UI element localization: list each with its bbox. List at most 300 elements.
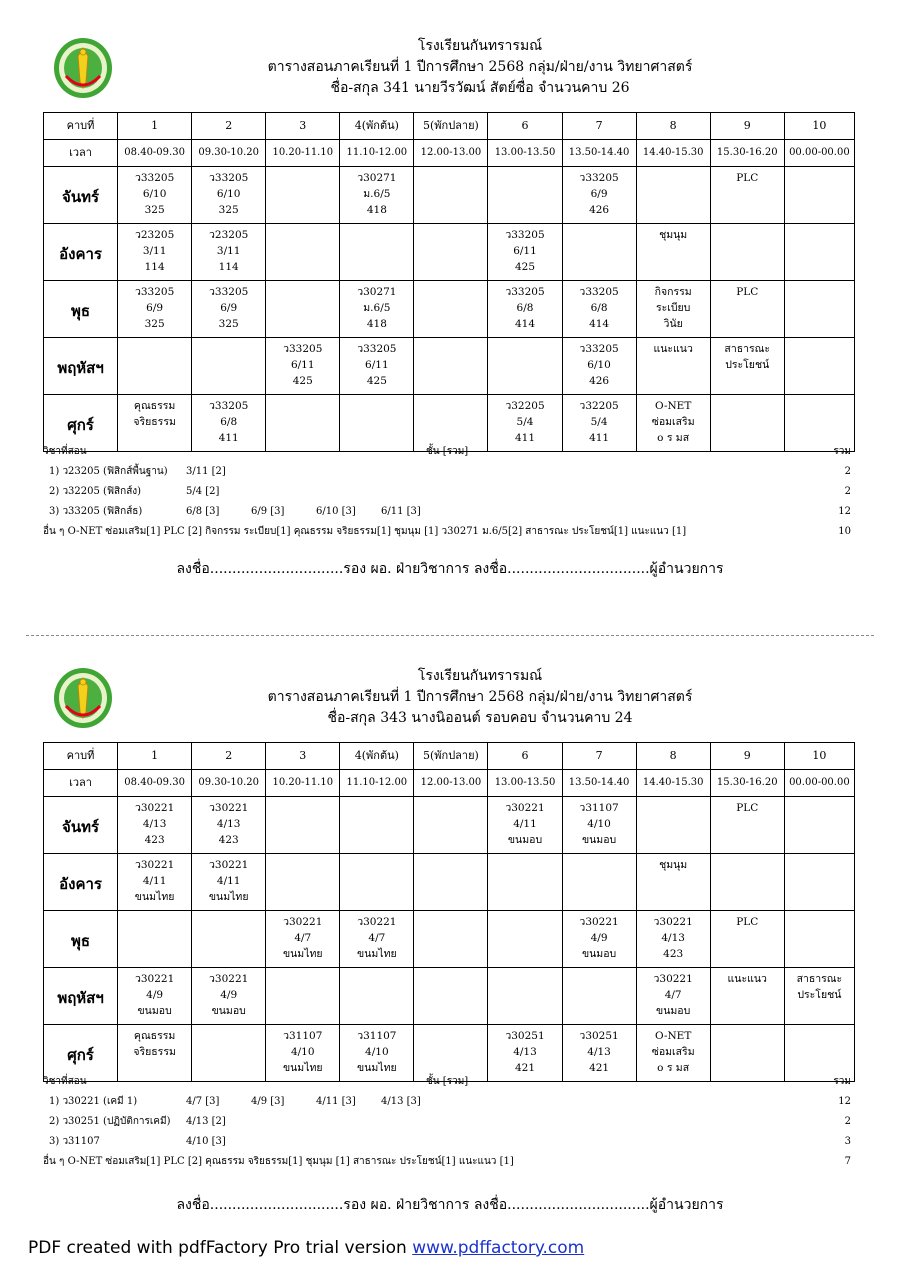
total-label: รวม: [833, 1076, 851, 1087]
schedule-cell: [710, 911, 784, 968]
schedule-cell: [340, 281, 414, 338]
period-header: 5(พักปลาย): [414, 113, 488, 140]
schedule-cell: [488, 797, 562, 854]
cell-text: ขนมไทย: [357, 948, 397, 960]
cell-text: ม.6/5: [363, 188, 391, 200]
cell-text: 4/13: [216, 818, 241, 830]
schedule-cell: [340, 167, 414, 224]
time-header: 08.40-09.30: [118, 770, 192, 797]
cell-text: คุณธรรม: [133, 1030, 176, 1042]
cell-text: ว30251: [579, 1030, 619, 1042]
cell-text: ขนมไทย: [134, 891, 175, 903]
class-group: 6/8 [3]: [186, 506, 220, 517]
cell-text: 4/13: [142, 818, 167, 830]
subject-total: 3: [844, 1136, 851, 1147]
summary-section: [43, 1072, 855, 1172]
other-total: 7: [844, 1156, 851, 1167]
cell-text: PLC: [736, 802, 759, 814]
time-header: 14.40-15.30: [636, 140, 710, 167]
cell-text: ว23205: [134, 229, 175, 241]
cell-text: 423: [663, 948, 684, 960]
cell-text: ว32205: [579, 400, 619, 412]
schedule-cell: [710, 968, 784, 1025]
cell-text: 6/8: [590, 302, 608, 314]
day-name: พุธ: [44, 281, 118, 338]
cell-text: 423: [144, 834, 165, 846]
day-row: [44, 797, 855, 854]
subject-row: [43, 502, 855, 522]
day-name: พฤหัสฯ: [44, 338, 118, 395]
cell-text: 421: [589, 1062, 610, 1074]
day-row: [44, 968, 855, 1025]
day-name: จันทร์: [44, 797, 118, 854]
period-header: 9: [710, 743, 784, 770]
subject-label: วิชาที่สอน: [43, 446, 87, 457]
school-name: โรงเรียนกันทรารมณ์: [417, 38, 543, 54]
footer-link[interactable]: www.pdffactory.com: [412, 1238, 585, 1258]
schedule-cell: [118, 224, 192, 281]
other-row: [43, 522, 855, 542]
time-header: 13.00-13.50: [488, 140, 562, 167]
cell-text: 4/13: [661, 932, 685, 944]
schedule-cell: [636, 968, 710, 1025]
schedule-cell: [266, 854, 340, 911]
day-name: พุธ: [44, 911, 118, 968]
schedule-cell: [192, 797, 266, 854]
schedule-cell: [192, 968, 266, 1025]
cell-text: ว30271: [357, 172, 397, 184]
schedule-cell: [710, 338, 784, 395]
schedule-cell: [562, 338, 636, 395]
schedule-cell: [266, 338, 340, 395]
period-label: คาบที่: [44, 743, 118, 770]
cell-text: 418: [366, 204, 387, 216]
subject-label: วิชาที่สอน: [43, 1076, 87, 1087]
time-header: 13.50-14.40: [562, 770, 636, 797]
class-group: 4/10 [3]: [186, 1136, 226, 1147]
schedule-cell: [414, 797, 488, 854]
day-row: [44, 911, 855, 968]
cell-text: ขนมไทย: [282, 948, 323, 960]
cell-text: ว23205: [209, 229, 249, 241]
class-group: 4/9 [3]: [251, 1096, 285, 1107]
schedule-cell: [784, 797, 854, 854]
period-header: 6: [488, 113, 562, 140]
schedule-cell: [192, 854, 266, 911]
cell-text: ขนมอบ: [581, 948, 617, 960]
schedule-title: ตารางสอนภาคเรียนที่ 1 ปีการศึกษา 2568 กลุ่ม/ฝ่าย/งาน วิทยาศาสตร์: [267, 59, 693, 75]
schedule-cell: [710, 797, 784, 854]
subject-row: [43, 462, 855, 482]
time-header: 11.10-12.00: [340, 770, 414, 797]
schedule-cell: [266, 911, 340, 968]
class-label: ชั้น [รวม]: [426, 1076, 469, 1087]
class-group: 4/13 [2]: [186, 1116, 226, 1127]
cell-text: ขนมอบ: [581, 834, 617, 846]
time-header: 09.30-10.20: [192, 770, 266, 797]
period-header: 1: [118, 113, 192, 140]
schedule-cell: [636, 167, 710, 224]
cell-text: ว30221: [653, 916, 693, 928]
cell-text: จริยธรรม: [133, 1046, 176, 1058]
day-name: ศุกร์: [44, 1025, 118, 1082]
subject-total: 2: [844, 466, 851, 477]
schedule-cell: [414, 968, 488, 1025]
cell-text: ประโยชน์: [797, 989, 842, 1001]
cell-text: ว33205: [357, 343, 397, 355]
schedule-cell: [710, 854, 784, 911]
class-group: 4/11 [3]: [316, 1096, 356, 1107]
period-header: 5(พักปลาย): [414, 743, 488, 770]
period-header: 7: [562, 743, 636, 770]
period-header: 7: [562, 113, 636, 140]
cell-text: 4/9: [146, 989, 164, 1001]
cell-text: 425: [514, 261, 536, 273]
day-name: อังคาร: [44, 224, 118, 281]
cell-text: ซ่อมเสริม: [651, 1046, 695, 1058]
subject-name: 3) ว33205 (ฟิสิกส์ธ): [49, 506, 143, 517]
cell-text: 6/8: [516, 302, 534, 314]
period-header: 3: [266, 113, 340, 140]
day-row: [44, 281, 855, 338]
schedule-cell: [562, 281, 636, 338]
schedule-cell: [784, 281, 854, 338]
teacher-name: ชื่อ-สกุล 341 นายวีรวัฒน์ สัตย์ซื่อ จำนวนคาบ 26: [330, 80, 630, 96]
schedule-cell: [340, 911, 414, 968]
cell-text: ว30221: [653, 973, 693, 985]
cell-text: แนะแนว: [653, 343, 693, 355]
page-divider: [26, 635, 874, 636]
cell-text: ว33205: [209, 286, 249, 298]
period-header: 1: [118, 743, 192, 770]
cell-text: ขนมอบ: [211, 1005, 246, 1017]
cell-text: 423: [218, 834, 239, 846]
subject-row: [43, 1092, 855, 1112]
cell-text: ว31107: [357, 1030, 397, 1042]
subject-row: [43, 1112, 855, 1132]
cell-text: PLC: [736, 172, 759, 184]
other-activities: อื่น ๆ O-NET ซ่อมเสริม[1] PLC [2] กิจกรรม ระเบียบ[1] คุณธรรม จริยธรรม[1] ชุมนุม [1] ว30271 ม.6/5[2] สาธารณะ ประโยชน์[1] แนะแนว [1]: [43, 526, 687, 537]
pdf-footer: [28, 1238, 584, 1258]
cell-text: ว30221: [357, 916, 397, 928]
schedule-cell: [266, 281, 340, 338]
schedule-cell: [118, 854, 192, 911]
schedule-cell: [636, 281, 710, 338]
period-header: 6: [488, 743, 562, 770]
time-header: 11.10-12.00: [340, 140, 414, 167]
signature-line: ลงชื่อ..............................รอง ผอ. ฝ่ายวิชาการ ลงชื่อ................................ผู้อำนวยการ: [176, 561, 724, 577]
cell-text: ว30271: [357, 286, 397, 298]
cell-text: ชุมนุม: [659, 229, 688, 241]
summary-header: [43, 442, 855, 462]
cell-text: 414: [514, 318, 536, 330]
cell-text: วินัย: [663, 318, 683, 330]
period-row: [44, 743, 855, 770]
cell-text: 6/10: [587, 359, 611, 371]
cell-text: สาธารณะ: [796, 973, 843, 985]
cell-text: ว33205: [134, 286, 175, 298]
cell-text: ประโยชน์: [725, 359, 770, 371]
period-header: 2: [192, 113, 266, 140]
schedule-cell: [340, 338, 414, 395]
cell-text: แนะแนว: [727, 973, 767, 985]
subject-row: [43, 482, 855, 502]
subject-name: 1) ว30221 (เคมี 1): [49, 1096, 138, 1107]
cell-text: O-NET: [654, 1030, 692, 1042]
cell-text: 4/10: [365, 1046, 389, 1058]
schedule-cell: [562, 911, 636, 968]
cell-text: PLC: [736, 916, 759, 928]
school-emblem-icon: [52, 36, 114, 100]
schedule-cell: [636, 224, 710, 281]
teacher-name: ชื่อ-สกุล 343 นางนิออนต์ รอบคอบ จำนวนคาบ 24: [327, 710, 633, 726]
cell-text: O-NET: [654, 400, 692, 412]
cell-text: ว30221: [134, 859, 175, 871]
cell-text: 325: [144, 318, 165, 330]
time-header: 10.20-11.10: [266, 140, 340, 167]
cell-text: 6/10: [216, 188, 241, 200]
cell-text: 4/9: [590, 932, 608, 944]
cell-text: ว30251: [505, 1030, 545, 1042]
schedule-cell: [118, 968, 192, 1025]
schedule-cell: [414, 338, 488, 395]
cell-text: 3/11: [142, 245, 167, 257]
schedule-cell: [488, 854, 562, 911]
schedule-cell: [562, 797, 636, 854]
sheet-header: [120, 36, 840, 99]
cell-text: 6/11: [290, 359, 315, 371]
day-name: พฤหัสฯ: [44, 968, 118, 1025]
schedule-cell: [414, 854, 488, 911]
cell-text: ว33205: [283, 343, 323, 355]
schedule-cell: [636, 797, 710, 854]
time-header: 12.00-13.00: [414, 770, 488, 797]
schedule-cell: [118, 911, 192, 968]
schedule-cell: [488, 968, 562, 1025]
cell-text: ว30221: [209, 973, 249, 985]
schedule-cell: [192, 167, 266, 224]
cell-text: 425: [366, 375, 387, 387]
schedule-cell: [710, 167, 784, 224]
schedule-cell: [488, 167, 562, 224]
schedule-cell: [488, 224, 562, 281]
total-label: รวม: [833, 446, 851, 457]
schedule-cell: [118, 281, 192, 338]
cell-text: 426: [589, 204, 610, 216]
cell-text: 414: [589, 318, 610, 330]
schedule-cell: [562, 968, 636, 1025]
other-activities: อื่น ๆ O-NET ซ่อมเสริม[1] PLC [2] คุณธรรม จริยธรรม[1] ชุมนุม [1] สาธารณะ ประโยชน์[1] แนะแนว [1]: [43, 1156, 514, 1167]
cell-text: ขนมอบ: [656, 1005, 691, 1017]
cell-text: ว30221: [283, 916, 323, 928]
time-row: [44, 770, 855, 797]
day-row: [44, 338, 855, 395]
cell-text: ว33205: [505, 286, 545, 298]
cell-text: ว30221: [209, 859, 249, 871]
sheet-header: [120, 666, 840, 729]
schedule-cell: [636, 911, 710, 968]
time-label: เวลา: [44, 770, 118, 797]
period-header: 4(พักต้น): [340, 113, 414, 140]
footer-text: PDF created with pdfFactory Pro trial version: [28, 1238, 413, 1258]
cell-text: ซ่อมเสริม: [651, 416, 695, 428]
class-group: 4/13 [3]: [381, 1096, 421, 1107]
day-name: อังคาร: [44, 854, 118, 911]
cell-text: ว33205: [579, 172, 619, 184]
cell-text: PLC: [736, 286, 759, 298]
schedule-cell: [784, 224, 854, 281]
subject-name: 2) ว30251 (ปฏิบัติการเคมี): [49, 1116, 171, 1127]
subject-total: 12: [838, 506, 851, 517]
class-group: 6/10 [3]: [316, 506, 356, 517]
period-header: 3: [266, 743, 340, 770]
schedule-cell: [488, 338, 562, 395]
period-row: [44, 113, 855, 140]
summary-section: [43, 442, 855, 542]
school-name: โรงเรียนกันทรารมณ์: [417, 668, 543, 684]
cell-text: 114: [218, 261, 239, 273]
schedule-cell: [562, 854, 636, 911]
cell-text: สาธารณะ: [724, 343, 771, 355]
cell-text: 4/10: [587, 818, 611, 830]
cell-text: 425: [292, 375, 313, 387]
cell-text: 3/11: [216, 245, 241, 257]
subject-name: 2) ว32205 (ฟิสิกส์ง): [49, 486, 142, 497]
timetable: [43, 112, 855, 452]
cell-text: 6/11: [365, 359, 389, 371]
schedule-cell: [266, 968, 340, 1025]
cell-text: ว31107: [283, 1030, 323, 1042]
cell-text: ว33205: [209, 172, 249, 184]
subject-row: [43, 1132, 855, 1152]
time-header: 09.30-10.20: [192, 140, 266, 167]
time-header: 14.40-15.30: [636, 770, 710, 797]
schedule-cell: [562, 224, 636, 281]
subject-name: 1) ว23205 (ฟิสิกส์พื้นฐาน): [49, 466, 168, 477]
cell-text: 411: [218, 432, 239, 444]
day-row: [44, 224, 855, 281]
cell-text: 4/7: [294, 932, 312, 944]
cell-text: ขนมไทย: [208, 891, 249, 903]
signature-line: ลงชื่อ..............................รอง ผอ. ฝ่ายวิชาการ ลงชื่อ................................ผู้อำนวยการ: [176, 1197, 724, 1213]
cell-text: ว33205: [579, 343, 619, 355]
schedule-cell: [784, 338, 854, 395]
period-header: 2: [192, 743, 266, 770]
time-header: 00.00-00.00: [784, 140, 854, 167]
cell-text: 4/7: [664, 989, 682, 1001]
summary-header: [43, 1072, 855, 1092]
time-header: 13.50-14.40: [562, 140, 636, 167]
cell-text: 325: [218, 318, 239, 330]
timetable: [43, 742, 855, 1082]
day-name: จันทร์: [44, 167, 118, 224]
cell-text: ว30221: [209, 802, 249, 814]
time-header: 13.00-13.50: [488, 770, 562, 797]
cell-text: 4/11: [513, 818, 537, 830]
class-group: 5/4 [2]: [186, 486, 220, 497]
schedule-cell: [340, 854, 414, 911]
cell-text: 421: [514, 1062, 536, 1074]
class-group: 6/11 [3]: [381, 506, 421, 517]
cell-text: 4/13: [587, 1046, 611, 1058]
cell-text: 6/9: [590, 188, 608, 200]
cell-text: ว30221: [134, 973, 175, 985]
schedule-cell: [710, 224, 784, 281]
period-header: 8: [636, 113, 710, 140]
cell-text: 4/7: [368, 932, 386, 944]
cell-text: 5/4: [590, 416, 608, 428]
schedule-cell: [266, 797, 340, 854]
cell-text: ขนมอบ: [507, 834, 543, 846]
period-header: 4(พักต้น): [340, 743, 414, 770]
schedule-cell: [340, 797, 414, 854]
cell-text: 4/11: [142, 875, 167, 887]
cell-text: ว33205: [134, 172, 175, 184]
cell-text: 6/9: [220, 302, 238, 314]
day-name: ศุกร์: [44, 395, 118, 452]
time-header: 00.00-00.00: [784, 770, 854, 797]
class-group: 3/11 [2]: [186, 466, 226, 477]
subject-total: 2: [844, 1116, 851, 1127]
cell-text: จริยธรรม: [133, 416, 176, 428]
cell-text: 6/9: [146, 302, 164, 314]
schedule-cell: [784, 911, 854, 968]
cell-text: 6/11: [513, 245, 537, 257]
cell-text: 114: [144, 261, 165, 273]
subject-total: 2: [844, 486, 851, 497]
schedule-cell: [414, 911, 488, 968]
schedule-cell: [266, 224, 340, 281]
cell-text: กิจกรรม: [654, 286, 692, 298]
schedule-cell: [266, 167, 340, 224]
cell-text: 418: [366, 318, 387, 330]
class-group: 4/7 [3]: [186, 1096, 220, 1107]
cell-text: ว30221: [134, 802, 175, 814]
cell-text: 325: [218, 204, 239, 216]
cell-text: ว31107: [579, 802, 619, 814]
schedule-cell: [118, 338, 192, 395]
cell-text: o ร มส: [657, 1062, 690, 1074]
schedule-cell: [488, 281, 562, 338]
cell-text: ม.6/5: [363, 302, 391, 314]
cell-text: ว30221: [579, 916, 619, 928]
time-header: 08.40-09.30: [118, 140, 192, 167]
cell-text: 4/11: [216, 875, 241, 887]
cell-text: 426: [589, 375, 610, 387]
schedule-title: ตารางสอนภาคเรียนที่ 1 ปีการศึกษา 2568 กลุ่ม/ฝ่าย/งาน วิทยาศาสตร์: [267, 689, 693, 705]
schedule-cell: [784, 854, 854, 911]
cell-text: ว33205: [209, 400, 249, 412]
schedule-cell: [340, 968, 414, 1025]
schedule-cell: [784, 968, 854, 1025]
subject-total: 12: [838, 1096, 851, 1107]
class-group: 6/9 [3]: [251, 506, 285, 517]
schedule-cell: [710, 281, 784, 338]
cell-text: 411: [514, 432, 536, 444]
schedule-cell: [414, 167, 488, 224]
time-row: [44, 140, 855, 167]
period-header: 10: [784, 743, 854, 770]
schedule-cell: [192, 281, 266, 338]
schedule-cell: [118, 167, 192, 224]
time-header: 12.00-13.00: [414, 140, 488, 167]
schedule-cell: [784, 167, 854, 224]
cell-text: 325: [144, 204, 165, 216]
period-header: 8: [636, 743, 710, 770]
class-label: ชั้น [รวม]: [426, 446, 469, 457]
cell-text: ขนมไทย: [357, 1062, 397, 1074]
schedule-cell: [118, 797, 192, 854]
